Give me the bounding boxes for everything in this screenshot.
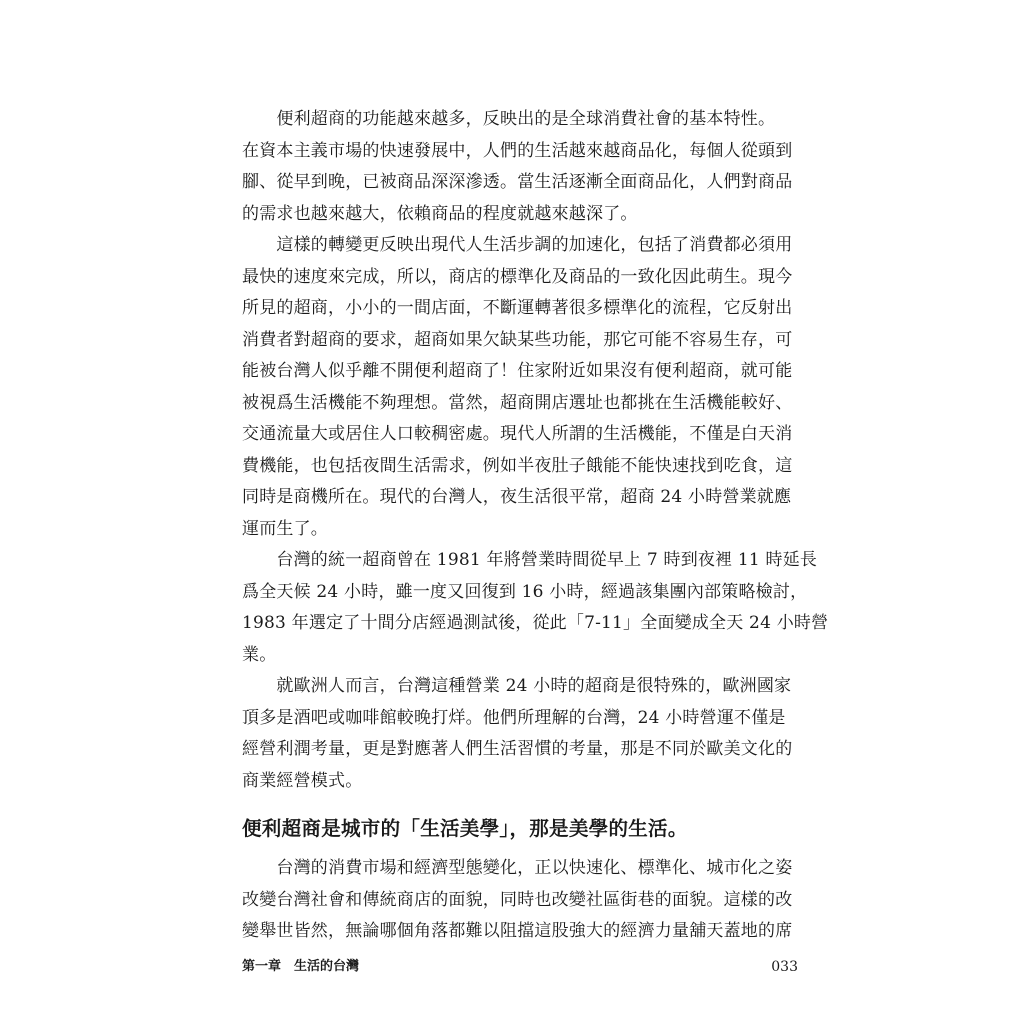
section-heading-block bbox=[242, 809, 802, 849]
chapter-title: 第一章 生活的台灣 bbox=[242, 959, 360, 974]
text-line: 商業經營模式。 bbox=[242, 770, 363, 791]
paragraph bbox=[242, 104, 802, 230]
text-line: 爲全天候 24 小時，雖一度又回復到 16 小時，經過該集團內部策略檢討， bbox=[242, 581, 808, 602]
text-line: 便利超商的功能越來越多，反映出的是全球消費社會的基本特性。 bbox=[242, 109, 776, 129]
text-line: 變舉世皆然，無論哪個角落都難以阻擋這股強大的經濟力量舖天蓋地的席 bbox=[242, 921, 793, 941]
page-footer bbox=[242, 956, 798, 978]
paragraphs-after-heading bbox=[242, 853, 802, 948]
text-line: 台灣的消費市場和經濟型態變化，正以快速化、標準化、城市化之姿 bbox=[242, 858, 793, 878]
text-line: 業。 bbox=[242, 644, 277, 665]
text-line: 頂多是酒吧或咖啡館較晚打烊。他們所理解的台灣，24 小時營運不僅是 bbox=[242, 707, 786, 728]
page-number: 033 bbox=[771, 959, 798, 975]
text-line: 同時是商機所在。現代的台灣人，夜生活很平常，超商 24 小時營業就應 bbox=[242, 487, 792, 507]
text-line: 所見的超商，小小的一間店面，不斷運轉著很多標準化的流程，它反射出 bbox=[242, 298, 793, 318]
text-line: 1983 年選定了十間分店經過測試後，從此「7-11」全面變成全天 24 小時營 bbox=[242, 613, 829, 633]
text-line: 最快的速度來完成，所以，商店的標準化及商品的一致化因此萌生。現今 bbox=[242, 266, 793, 287]
text-line: 腳、從早到晚，已被商品深深滲透。當生活逐漸全面商品化，人們對商品 bbox=[242, 172, 793, 192]
text-line: 被視爲生活機能不夠理想。當然，超商開店選址也都挑在生活機能較好、 bbox=[242, 392, 793, 413]
paragraphs-before-heading bbox=[242, 104, 829, 797]
text-line: 交通流量大或居住人口較稠密處。現代人所謂的生活機能，不僅是白天消 bbox=[242, 424, 793, 444]
paragraph bbox=[242, 545, 829, 671]
text-line: 經營利潤考量，更是對應著人們生活習慣的考量，那是不同於歐美文化的 bbox=[242, 739, 793, 759]
text-line: 改變台灣社會和傳統商店的面貌，同時也改變社區街巷的面貌。這樣的改 bbox=[242, 889, 793, 910]
text-line: 能被台灣人似乎離不開便利超商了！住家附近如果沒有便利超商，就可能 bbox=[242, 361, 793, 381]
text-line: 就歐洲人而言，台灣這種營業 24 小時的超商是很特殊的，歐洲國家 bbox=[242, 676, 792, 696]
section-heading: 便利超商是城市的「生活美學」，那是美學的生活。 bbox=[242, 817, 688, 840]
paragraph bbox=[242, 853, 802, 948]
text-line: 台灣的統一超商曾在 1981 年將營業時間從早上 7 時到夜裡 11 時延長 bbox=[242, 550, 818, 570]
text-line: 的需求也越來越大，依賴商品的程度就越來越深了。 bbox=[242, 203, 638, 224]
paragraph bbox=[242, 230, 802, 545]
body-text bbox=[242, 104, 829, 948]
paragraph bbox=[242, 671, 802, 797]
text-line: 費機能，也包括夜間生活需求，例如半夜肚子餓能不能快速找到吃食，這 bbox=[242, 455, 793, 476]
text-line: 運而生了。 bbox=[242, 518, 328, 539]
text-line: 消費者對超商的要求，超商如果欠缺某些功能，那它可能不容易生存，可 bbox=[242, 329, 793, 350]
text-line: 在資本主義市場的快速發展中，人們的生活越來越商品化，每個人從頭到 bbox=[242, 140, 793, 161]
text-line: 這樣的轉變更反映出現代人生活步調的加速化，包括了消費都必須用 bbox=[242, 235, 793, 255]
